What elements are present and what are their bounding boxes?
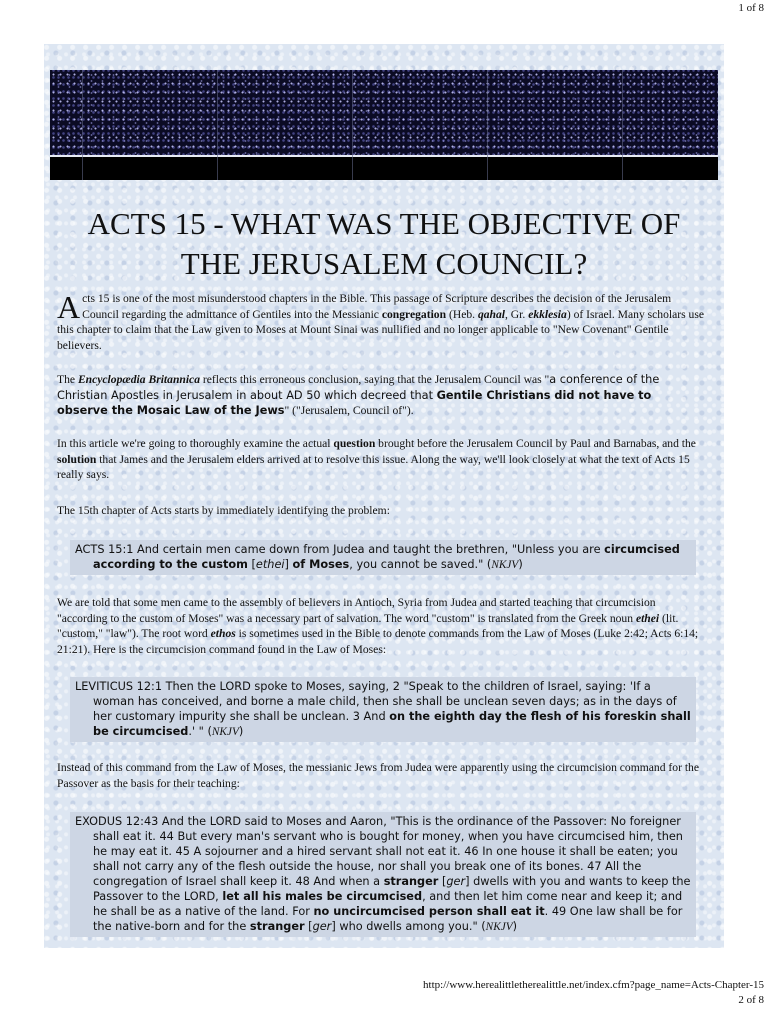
banner-tile-seam [622, 70, 623, 180]
emphasis-bold: circumcised according to the custom [93, 543, 680, 571]
text-run: .' " ( [188, 725, 212, 738]
banner-tile-seam [352, 70, 353, 180]
text-run: ) [518, 558, 523, 571]
emphasis-bold: congregation [381, 307, 447, 321]
source-url: http://www.herealittletherealittle.net/index.cfm?page_name=Acts-Chapter-15 [423, 979, 764, 991]
text-run: [ [247, 558, 256, 571]
text-run: ] [284, 558, 293, 571]
publication-title: Encyclopædia Britannica [77, 373, 201, 386]
text-run: is sometimes used in the Bible to denote commands from the Law of Moses (Luke 2:42; Acts 6:14; 21:21). Here is the circumcision command found in the Law of Moses: [57, 627, 699, 656]
emphasis-bold: stranger [249, 920, 305, 933]
problem-intro-paragraph: The 15th chapter of Acts starts by immediately identifying the problem: [57, 504, 390, 517]
text-run: The [57, 373, 78, 386]
text-run: ] who dwells among you." ( [331, 920, 486, 933]
drop-cap: A [57, 289, 81, 325]
text-run: [ [438, 875, 447, 888]
banner-tile-seam [82, 70, 83, 180]
banner-bottom-strip [50, 157, 718, 180]
translation-citation: NKJV [491, 559, 519, 571]
text-run: [ [304, 920, 313, 933]
document-page [44, 44, 724, 948]
banner-starfield-image [50, 70, 718, 155]
britannica-paragraph [57, 372, 705, 419]
translation-citation: NKJV [211, 726, 239, 738]
text-run: EXODUS 12:43 And the LORD said to Moses and Aaron, "This is the ordinance of the Passover: No foreigner shall eat it. 44 But every man's servant who is bought for money, when you have circumcised him, then he may eat it. 45 A sojourner and a hired servant shall not eat it. 46 In one house it shall be eaten; you shall not carry any of the flesh outside the house, nor shall you break one of its bones. 47 All the congregation of Israel shall keep it. 48 And when a [75, 815, 683, 888]
page-indicator-bottom: 2 of 8 [738, 994, 764, 1006]
hebrew-term: ger [312, 920, 332, 933]
emphasis-bold: no uncircumcised person shall eat it [313, 905, 545, 918]
title-line-1: ACTS 15 - WHAT WAS THE OBJECTIVE OF [87, 206, 681, 241]
article-title [54, 204, 714, 284]
text-run: ] dwells with you and wants to keep the Passover to the LORD, [93, 875, 691, 903]
text-run: reflects this erroneous conclusion, saying that the Jerusalem Council was " [200, 373, 550, 386]
banner-tile-seam [217, 70, 218, 180]
title-line-2: THE JERUSALEM COUNCIL? [180, 246, 588, 281]
text-run: ) [512, 920, 518, 933]
emphasis-bold: let all his males be circumcised [222, 890, 423, 903]
text-run: , Gr. [505, 307, 529, 321]
text-run: ) [238, 725, 244, 738]
text-run: cts 15 is one of the most misunderstood chapters in the Bible. This passage of Scripture describes the decision of the Jerusalem Council regarding the admittance of Gentiles into the Messianic [82, 292, 672, 321]
emphasis-bold: solution [57, 452, 97, 466]
emphasis-bold: question [333, 437, 376, 450]
emphasis-bold: on the eighth day the flesh of his foreskin shall be circumcised [93, 710, 691, 738]
translation-citation: NKJV [485, 921, 513, 933]
text-run: " ("Jerusalem, Council of"). [284, 404, 414, 418]
text-run: , and then let him come near and keep it; and he shall be as a native of the land. For [93, 890, 683, 918]
hebrew-term: qahal [477, 307, 505, 321]
starfield-banner [50, 70, 718, 180]
emphasis-bold: stranger [383, 875, 439, 888]
quoted-definition: a conference of the Christian Apostles in Jerusalem in about AD 50 which decreed that [57, 373, 660, 402]
greek-term: ethos [210, 627, 236, 641]
text-run: , you cannot be saved." ( [349, 558, 492, 571]
text-run: brought before the Jerusalem Council by Paul and Barnabas, and the [375, 437, 696, 450]
scripture-quote-exodus [70, 812, 696, 937]
greek-term: ethei [635, 611, 660, 625]
hebrew-term: ger [446, 875, 466, 888]
text-run: (Heb. [446, 307, 478, 321]
greek-term: ethei [255, 558, 285, 571]
quoted-definition-bold: Gentile Christians did not have to observe the Mosaic Law of the Jews [57, 388, 652, 418]
emphasis-bold: of Moses [292, 558, 350, 571]
examination-paragraph [57, 436, 705, 483]
text-run: (lit. "custom," "law"). The root word [57, 611, 679, 641]
custom-explanation-paragraph [57, 595, 705, 657]
passover-intro-paragraph: Instead of this command from the Law of Moses, the messianic Jews from Judea were apparently using the circumcision command for the Passover as the basis for their teaching: [57, 761, 699, 790]
text-run: LEVITICUS 12:1 Then the LORD spoke to Moses, saying, 2 "Speak to the children of Israel, saying: 'If a woman has conceived, and borne a male child, then she shall be unclean seven days; as in the days of her customary impurity she shall be unclean. 3 And [75, 680, 677, 723]
page-indicator-top: 1 of 8 [738, 2, 764, 14]
intro-paragraph [57, 291, 705, 353]
greek-term: ekklesia [528, 307, 567, 321]
text-run: that James and the Jerusalem elders arrived at to resolve this issue. Along the way, we'll look closely at what the text of Acts 15 really says. [57, 452, 690, 482]
text-run: . 49 One law shall be for the native-born and for the [93, 905, 683, 933]
scripture-quote-acts [70, 540, 696, 575]
text-run: ) of Israel. Many scholars use this chapter to claim that the Law given to Moses at Mount Sinai was nullified and no longer applicable to "New Covenant" Gentile believers. [57, 307, 704, 352]
banner-tile-seam [487, 70, 488, 180]
text-run: We are told that some men came to the assembly of believers in Antioch, Syria from Judea and started teaching that circumcision "according to the custom of Moses" was a necessary part of salvation. The word "custom" is translated from the Greek noun [57, 596, 656, 625]
scripture-quote-leviticus [70, 677, 696, 742]
text-run: ACTS 15:1 And certain men came down from Judea and taught the brethren, "Unless you are [75, 543, 605, 556]
text-run: In this article we're going to thoroughly examine the actual [57, 437, 334, 450]
